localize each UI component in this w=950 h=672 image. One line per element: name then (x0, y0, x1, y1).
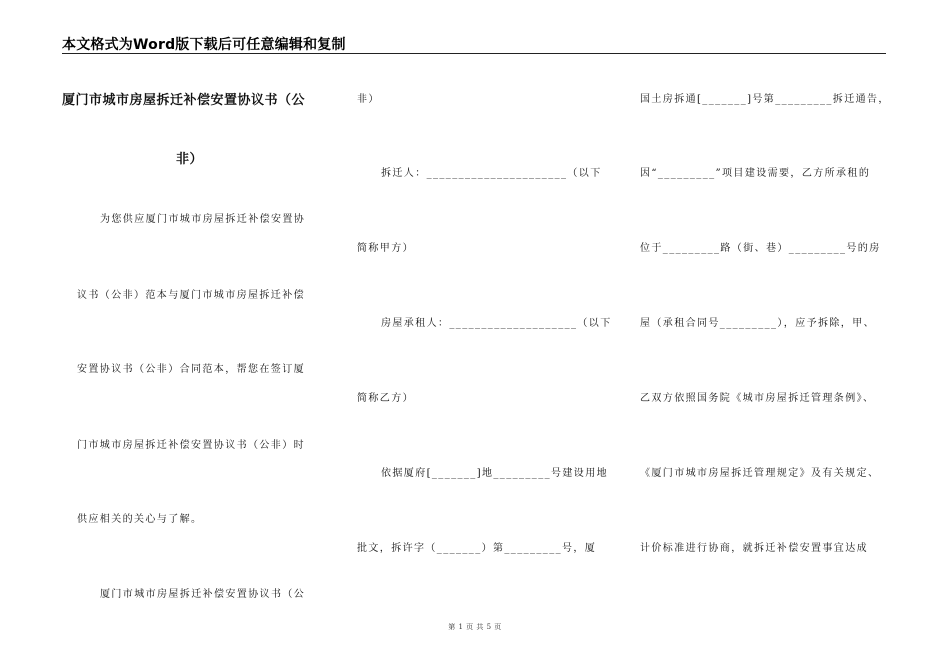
header-divider (62, 53, 886, 54)
land-approval-line: 依据厦府[_______]地_________号建设用地 (381, 468, 609, 479)
intro-line-2: 议书（公非）范本与厦门市城市房屋拆迁补偿 (77, 290, 305, 301)
heading-repeat-line: 厦门市城市房屋拆迁补偿安置协议书（公 (100, 589, 306, 600)
party-b-line: 房屋承租人：____________________（以下 (381, 318, 612, 329)
col3-line-4: 屋（承租合同号_________），应予拆除，甲、 (640, 318, 875, 329)
col3-line-3: 位于_________路（街、巷）_________号的房 (640, 243, 881, 254)
col2-line-1: 非） (357, 94, 380, 105)
page-footer: 第 1 页 共 5 页 (448, 623, 502, 631)
party-b-abbr-line: 简称乙方） (357, 393, 414, 404)
document-header-banner: 本文格式为Word版下载后可任意编辑和复制 (62, 37, 346, 53)
document-title-line-1: 厦门市城市房屋拆迁补偿安置协议书（公 (62, 93, 306, 108)
col3-line-6: 《厦门市城市房屋拆迁管理规定》及有关规定、 (640, 468, 880, 479)
document-title-line-2: 非） (176, 152, 204, 167)
party-a-abbr-line: 简称甲方） (357, 243, 414, 254)
permit-line: 批文，拆许字（_______）第_________号，厦 (357, 543, 597, 554)
intro-line-5: 供应相关的关心与了解。 (77, 514, 203, 525)
col3-line-5: 乙双方依照国务院《城市房屋拆迁管理条例》、 (640, 393, 875, 404)
col3-line-2: 因“_________”项目建设需要，乙方所承租的 (640, 168, 871, 179)
col3-line-1: 国土房拆通[_______]号第_________拆迁通告， (640, 94, 890, 105)
intro-line-1: 为您供应厦门市城市房屋拆迁补偿安置协 (100, 214, 306, 225)
col3-line-7: 计价标准进行协商，就拆迁补偿安置事宜达成 (640, 543, 868, 554)
intro-line-3: 安置协议书（公非）合同范本，帮您在签订厦 (77, 364, 305, 375)
intro-line-4: 门市城市房屋拆迁补偿安置协议书（公非）时 (77, 440, 305, 451)
party-a-line: 拆迁人：______________________（以下 (381, 168, 602, 179)
